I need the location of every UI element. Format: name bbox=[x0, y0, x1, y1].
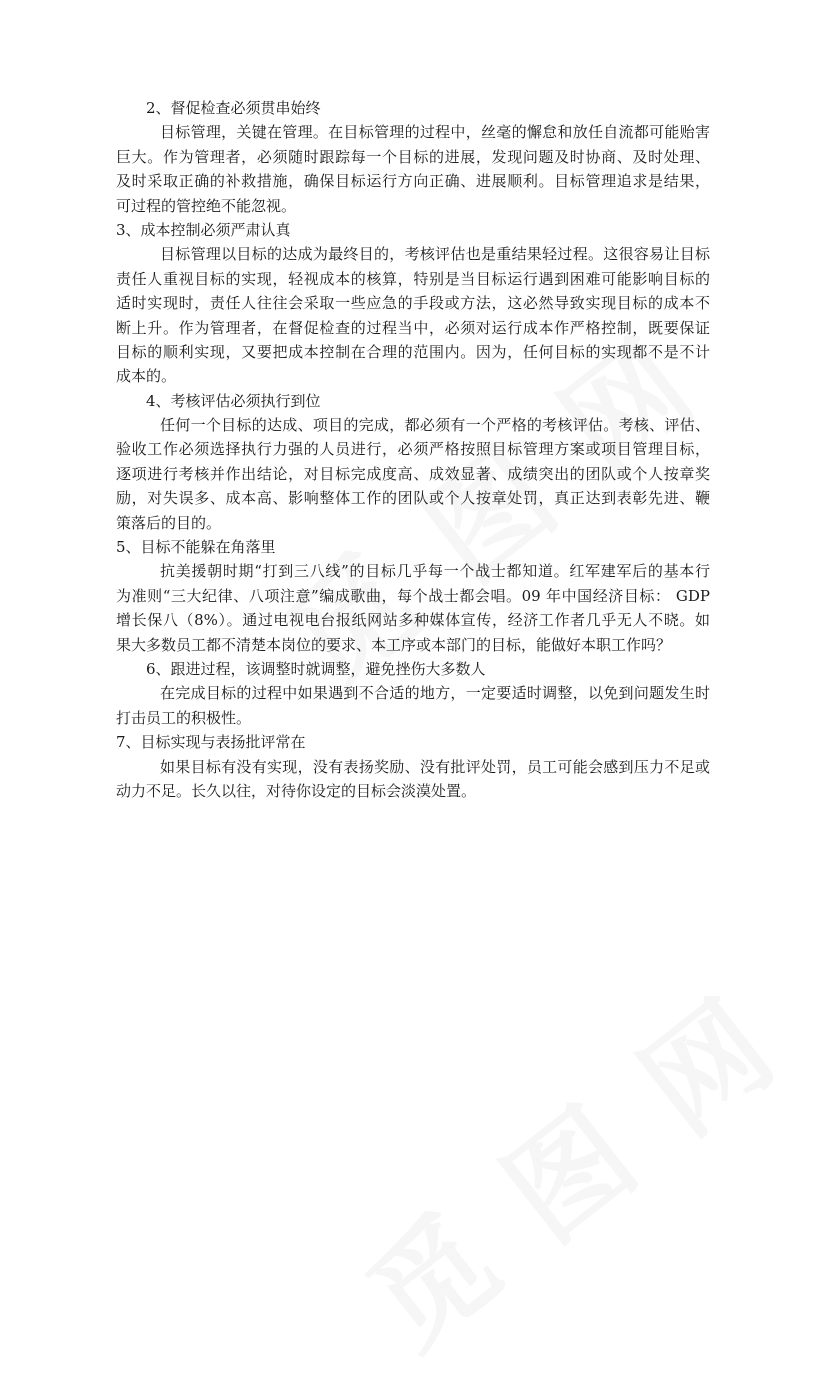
paragraph-line: 巨大。作为管理者，必须随时跟踪每一个目标的进展，发现问题及时协商、及时处理、 bbox=[116, 147, 710, 166]
paragraph-line: 如果目标有没有实现，没有表扬奖励、没有批评处罚，员工可能会感到压力不足或 bbox=[160, 757, 710, 776]
paragraph-line: 果大多数员工都不清楚本岗位的要求、本工序或本部门的目标，能做好本职工作吗？ bbox=[116, 635, 672, 654]
paragraph-line: 成本的。 bbox=[116, 367, 177, 386]
section-6 bbox=[116, 657, 710, 730]
paragraph-line: 策落后的目的。 bbox=[116, 513, 222, 532]
section-heading: 4、考核评估必须执行到位 bbox=[146, 391, 321, 410]
section-heading: 2、督促检查必须贯串始终 bbox=[146, 99, 321, 117]
paragraph-line: 为准则“三大纪律、八项注意”编成歌曲，每个战士都会唱。09 年中国经济目标： GDP bbox=[116, 586, 710, 605]
paragraph-line: 逐项进行考核并作出结论，对目标完成度高、成效显著、成绩突出的团队或个人按章奖 bbox=[116, 464, 710, 483]
section-heading: 6、跟进过程，该调整时就调整，避免挫伤大多数人 bbox=[146, 659, 486, 678]
section-heading: 7、目标实现与表扬批评常在 bbox=[116, 733, 306, 752]
section-2 bbox=[116, 96, 710, 218]
paragraph-line: 抗美援朝时期“打到三八线”的目标几乎每一个战士都知道。红军建军后的基本行 bbox=[160, 562, 710, 581]
paragraph-line: 可过程的管控绝不能忽视。 bbox=[116, 196, 297, 215]
paragraph-line: 增长保八（8%）。通过电视电台报纸网站多种媒体宣传，经济工作者几乎无人不晓。如 bbox=[116, 611, 710, 630]
watermark-bottom bbox=[330, 1080, 804, 1252]
paragraph-line: 目标管理，关键在管理。在目标管理的过程中，丝毫的懈怠和放任自流都可能贻害 bbox=[160, 123, 710, 142]
paragraph-line: 及时采取正确的补救措施，确保目标运行方向正确、进展顺利。目标管理追求是结果， bbox=[116, 172, 710, 191]
paragraph-line: 在完成目标的过程中如果遇到不合适的地方，一定要适时调整，以免到问题发生时 bbox=[160, 684, 710, 703]
section-heading: 5、目标不能躲在角落里 bbox=[116, 538, 276, 557]
paragraph-line: 动力不足。长久以往，对待你设定的目标会淡漠处置。 bbox=[116, 781, 477, 800]
section-4 bbox=[116, 389, 710, 535]
section-3 bbox=[116, 218, 710, 389]
section-5 bbox=[116, 535, 710, 657]
document-body bbox=[116, 96, 710, 803]
paragraph-line: 打击员工的积极性。 bbox=[116, 708, 252, 727]
paragraph-line: 责任人重视目标的实现，轻视成本的核算，特别是当目标运行遇到困难可能影响目标的 bbox=[116, 269, 710, 288]
paragraph-line: 断上升。作为管理者，在督促检查的过程当中，必须对运行成本作严格控制，既要保证 bbox=[116, 318, 710, 337]
paragraph-line: 励，对失误多、成本高、影响整体工作的团队或个人按章处罚，真正达到表彰先进、鞭 bbox=[116, 489, 710, 508]
paragraph-line: 适时实现时，责任人往往会采取一些应急的手段或方法，这必然导致实现目标的成本不 bbox=[116, 294, 710, 313]
paragraph-line: 目标管理以目标的达成为最终目的，考核评估也是重结果轻过程。这很容易让目标 bbox=[160, 245, 710, 264]
paragraph-line: 验收工作必须选择执行力强的人员进行，必须严格按照目标管理方案或项目管理目标， bbox=[116, 440, 710, 459]
section-heading: 3、成本控制必须严肃认真 bbox=[116, 220, 291, 239]
paragraph-line: 目标的顺利实现，又要把成本控制在合理的范围内。因为，任何目标的实现都不是不计 bbox=[116, 342, 710, 361]
section-7 bbox=[116, 730, 710, 803]
paragraph-line: 任何一个目标的达成、项目的完成，都必须有一个严格的考核评估。考核、评估、 bbox=[160, 416, 710, 435]
